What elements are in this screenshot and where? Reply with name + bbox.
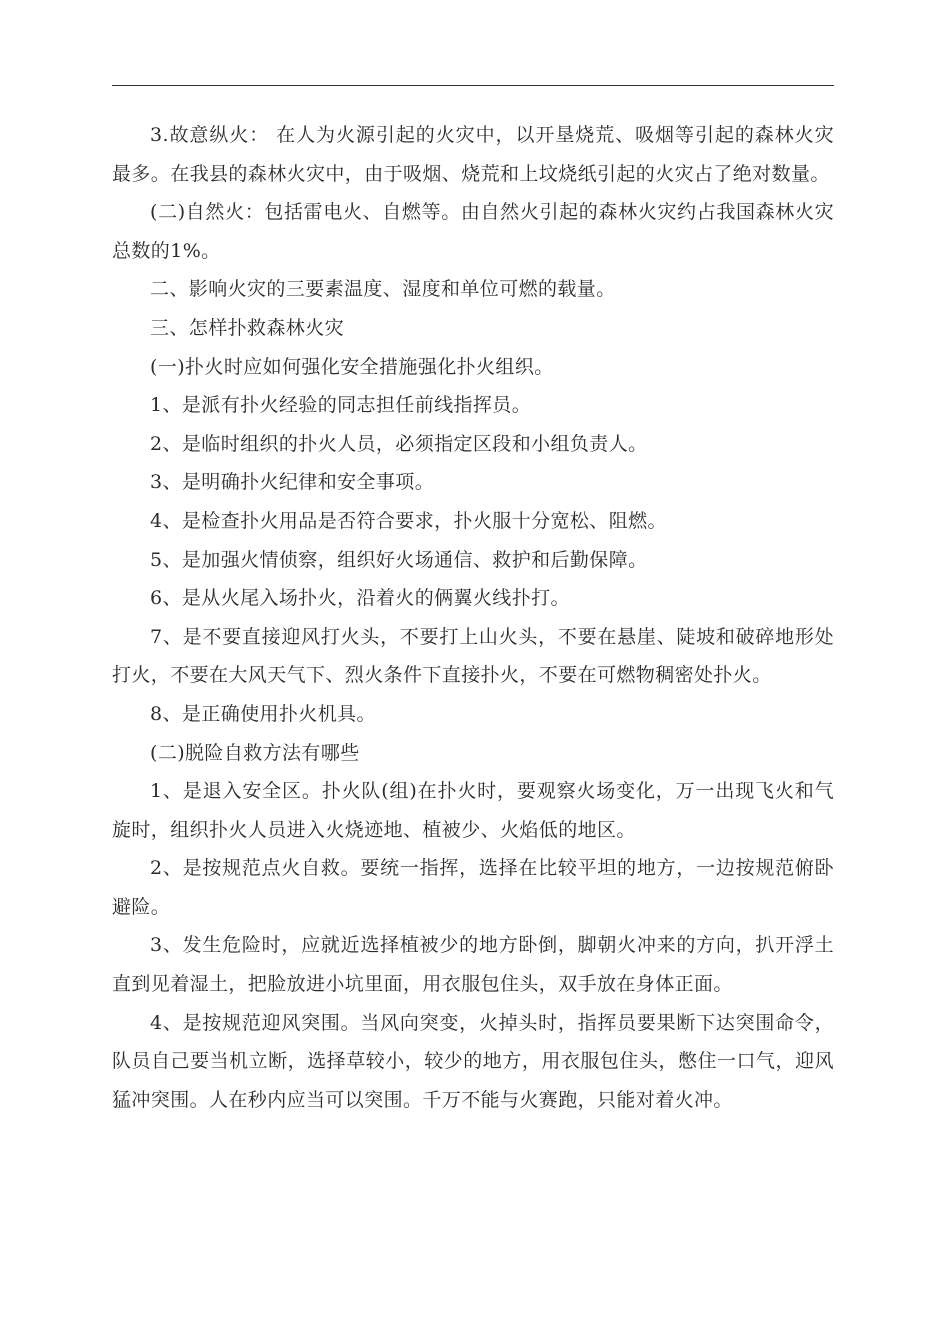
list-item-rescue-1: 1、是退入安全区。扑火队(组)在扑火时，要观察火场变化，万一出现飞火和气旋时，组织扑火人员进入火烧迹地、植被少、火焰低的地区。 (112, 780, 834, 841)
subsection-heading-self-rescue: (二)脱险自救方法有哪些 (150, 741, 360, 764)
list-item-safety-1: 1、是派有扑火经验的同志担任前线指挥员。 (150, 394, 532, 417)
document-body (112, 116, 834, 1119)
section-heading-firefighting: 三、怎样扑救森林火灾 (150, 316, 345, 339)
list-item-safety-8: 8、是正确使用扑火机具。 (150, 702, 376, 725)
list-item-rescue-4: 4、是按规范迎风突围。当风向突变，火掉头时，指挥员要果断下达突围命令，队员自己要当机立断，选择草较小，较少的地方，用衣服包住头，憋住一口气，迎风猛冲突围。人在秒内应当可以突围。千万不能与火赛跑，只能对着火冲。 (112, 1011, 834, 1111)
subsection-heading-safety: (一)扑火时应如何强化安全措施强化扑火组织。 (150, 355, 554, 378)
list-item-safety-4: 4、是检查扑火用品是否符合要求，扑火服十分宽松、阻燃。 (150, 509, 667, 532)
list-item-safety-2: 2、是临时组织的扑火人员，必须指定区段和小组负责人。 (150, 432, 648, 455)
paragraph-natural-fire: (二)自然火：包括雷电火、自燃等。由自然火引起的森林火灾约占我国森林火灾总数的1%。 (112, 201, 834, 262)
list-item-safety-7: 7、是不要直接迎风打火头，不要打上山火头，不要在悬崖、陡坡和破碎地形处打火，不要在大风天气下、烈火条件下直接扑火，不要在可燃物稠密处扑火。 (112, 625, 834, 687)
list-item-safety-5: 5、是加强火情侦察，组织好火场通信、救护和后勤保障。 (150, 548, 648, 571)
paragraph-three-factors: 二、影响火灾的三要素温度、湿度和单位可燃的载量。 (150, 278, 616, 301)
list-item-rescue-3: 3、发生危险时，应就近选择植被少的地方卧倒，脚朝火冲来的方向，扒开浮土直到见着湿土，把脸放进小坑里面，用衣服包住头，双手放在身体正面。 (112, 934, 834, 996)
list-item-safety-6: 6、是从火尾入场扑火，沿着火的俩翼火线扑打。 (150, 587, 570, 610)
list-item-rescue-2: 2、是按规范点火自救。要统一指挥，选择在比较平坦的地方，一边按规范俯卧避险。 (112, 857, 834, 918)
paragraph-intentional-arson: 3.故意纵火： 在人为火源引起的火灾中，以开垦烧荒、吸烟等引起的森林火灾最多。在我县的森林火灾中，由于吸烟、烧荒和上坟烧纸引起的火灾占了绝对数量。 (112, 124, 834, 185)
header-rule (112, 85, 834, 86)
list-item-safety-3: 3、是明确扑火纪律和安全事项。 (150, 471, 435, 494)
